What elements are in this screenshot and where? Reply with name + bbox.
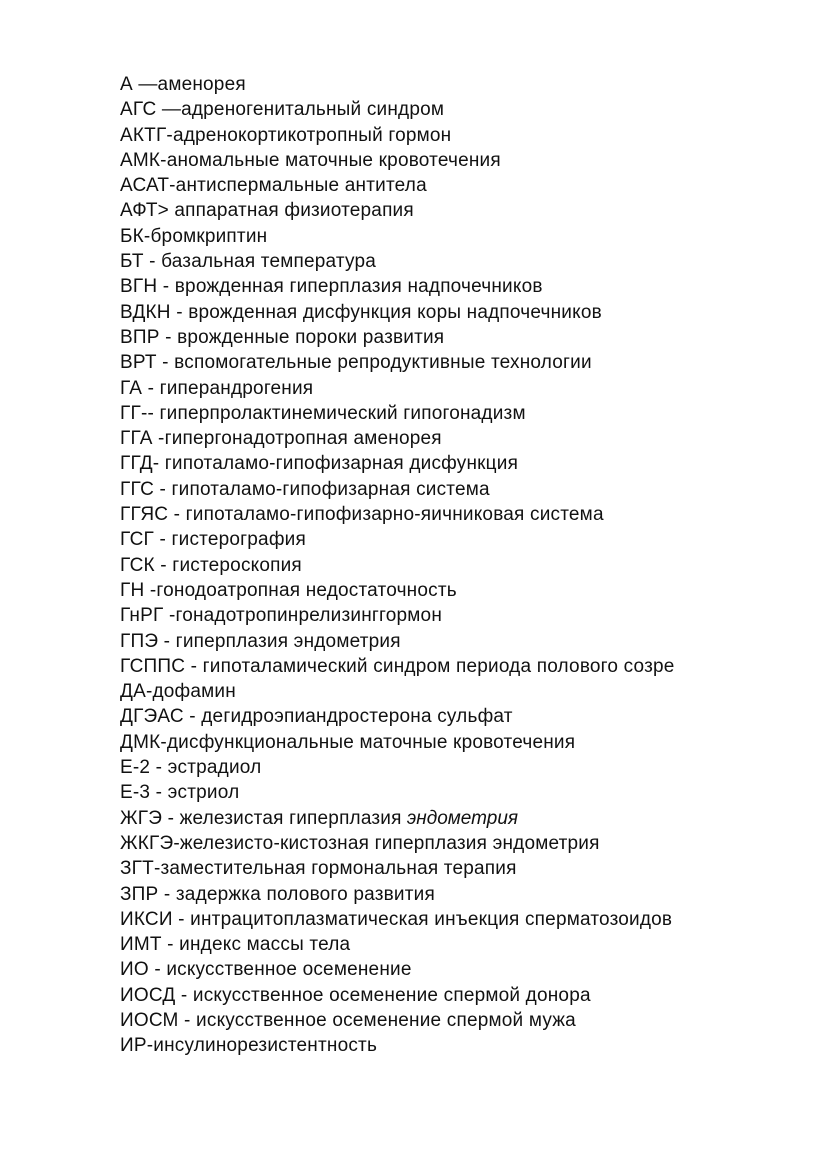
abbreviation-entry: ЖКГЭ-железисто-кистозная гиперплазия эндометрия [120, 832, 600, 854]
abbreviation-entry: ЖГЭ - железистая гиперплазия эндометрия [120, 807, 519, 829]
abbreviation-entry: ВРТ - вспомогательные репродуктивные технологии [120, 352, 592, 374]
abbreviation-entry: ВПР - врожденные пороки развития [120, 326, 445, 348]
abbreviation-entry: ВДКН - врожденная дисфункция коры надпочечников [120, 301, 602, 323]
abbreviation-entry: ДМК-дисфункциональные маточные кровотечения [120, 731, 576, 753]
abbreviation-entry: ЗГТ-заместительная гормональная терапия [120, 858, 517, 880]
abbreviation-entry: ИОСМ - искусственное осеменение спермой мужа [120, 1009, 576, 1031]
abbreviation-entry: ГГД- гипоталамо-гипофизарная дисфункция [120, 453, 519, 475]
abbreviation-entry: ГСГ - гистерография [120, 529, 306, 551]
abbreviation-entry: ГГ-- гиперпролактинемический гипогонадизм [120, 402, 526, 424]
abbreviation-entry: ГнРГ -гонадотропинрелизинггормон [120, 605, 443, 627]
abbreviation-entry: АКТГ-адренокортикотропный гормон [120, 124, 452, 146]
abbreviation-entry: ГПЭ - гиперплазия эндометрия [120, 630, 401, 652]
abbreviation-entry: ДГЭАС - дегидроэпиандростерона сульфат [120, 706, 513, 728]
abbreviation-entry: ГГС - гипоталамо-гипофизарная система [120, 478, 490, 500]
abbreviation-entry: ГГЯС - гипоталамо-гипофизарно-яичниковая система [120, 504, 604, 526]
abbreviation-list [120, 72, 820, 1059]
italic-continuation: эндометрия [401, 807, 519, 829]
abbreviation-entry: Е-3 - эстриол [120, 782, 240, 804]
abbreviation-entry: АМК-аномальные маточные кровотечения [120, 149, 501, 171]
abbreviation-entry: А —аменорея [120, 74, 246, 95]
abbreviation-entry: БТ - базальная температура [120, 251, 377, 273]
abbreviation-entry: ГА - гиперандрогения [120, 377, 314, 399]
abbreviation-entry: ВГН - врожденная гиперплазия надпочечников [120, 276, 543, 298]
abbreviation-entry: ЗПР - задержка полового развития [120, 883, 435, 905]
abbreviation-entry: ГГА -гипергонадотропная аменорея [120, 428, 442, 450]
abbreviation-entry: ИОСД - искусственное осеменение спермой донора [120, 984, 591, 1006]
abbreviation-entry: ИР-инсулинорезистентность [120, 1035, 378, 1057]
abbreviation-entry: АСАТ-антиспермальные антитела [120, 175, 427, 197]
abbreviation-entry: ГСК - гистероскопия [120, 554, 302, 576]
abbreviation-entry: ИКСИ - интрацитоплазматическая инъекция сперматозоидов [120, 908, 673, 930]
abbreviation-entry: ИО - искусственное осеменение [120, 959, 412, 981]
abbreviation-entry: Е-2 - эстрадиол [120, 757, 262, 779]
abbreviation-entry: ГН -гонодоатропная недостаточность [120, 579, 457, 601]
abbreviation-entry: АФТ> аппаратная физиотерапия [120, 200, 414, 222]
abbreviation-entry: ГСППС - гипоталамический синдром периода полового созре [120, 655, 675, 677]
abbreviation-entry: ДА-дофамин [120, 681, 236, 703]
abbreviation-entry: БК-бромкриптин [120, 225, 268, 247]
abbreviation-entry: АГС —адреногенитальный синдром [120, 99, 445, 121]
abbreviation-entry: ИМТ - индекс массы тела [120, 934, 351, 956]
